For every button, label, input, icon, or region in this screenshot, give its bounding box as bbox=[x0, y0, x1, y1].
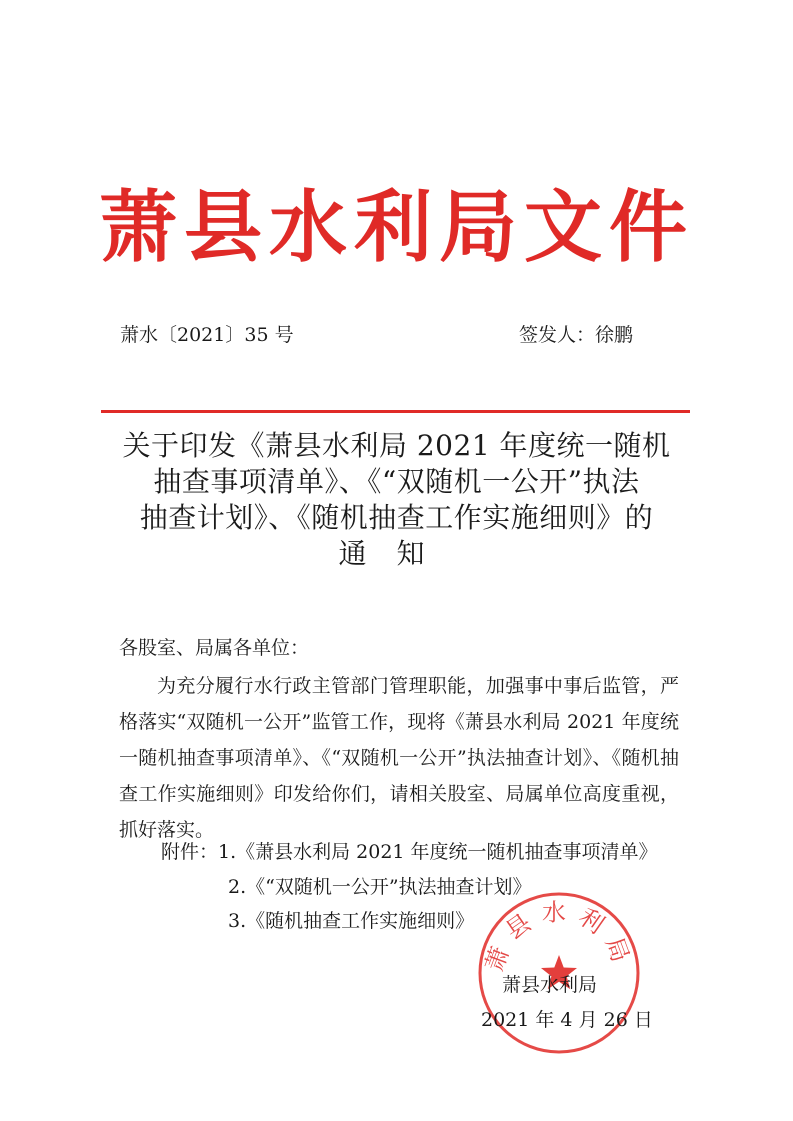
document-title bbox=[100, 428, 693, 572]
title-line-1: 关于印发《萧县水利局 2021 年度统一随机 bbox=[122, 429, 671, 462]
seal-text: 萧县水利局 bbox=[479, 898, 639, 976]
issue-date: 2021 年 4 月 26 日 bbox=[481, 1009, 653, 1031]
title-line-4: 通知 bbox=[338, 537, 455, 570]
title-line-3: 抽查计划》、《随机抽查工作实施细则》的 bbox=[139, 501, 654, 534]
document-masthead: 萧县水利局文件 bbox=[98, 182, 694, 273]
document-number: 萧水〔2021〕35 号 bbox=[120, 324, 294, 346]
signer: 签发人：徐鹏 bbox=[519, 324, 634, 346]
title-line-2: 抽查事项清单》、《“双随机一公开”执法 bbox=[153, 465, 640, 498]
attachment-item-2: 2.《“双随机一公开”执法抽查计划》 bbox=[228, 876, 532, 898]
salutation: 各股室、局属各单位： bbox=[119, 637, 310, 659]
body-paragraph: 为充分履行水行政主管部门管理职能，加强事中事后监管，严格落实“双随机一公开”监管工作，现将《萧县水利局 2021 年度统一随机抽查事项清单》、《“双随机一公开”执法抽查计划》、《随机抽查工作实施细则》印发给你们，请相关股室、局属单位高度重视，抓好落实。 bbox=[119, 675, 679, 841]
attachment-item-3: 3.《随机抽查工作实施细则》 bbox=[228, 910, 475, 932]
issuing-authority: 萧县水利局 bbox=[502, 974, 598, 996]
red-divider-line bbox=[101, 410, 690, 413]
attachment-item-1: 附件：1.《萧县水利局 2021 年度统一随机抽查事项清单》 bbox=[161, 841, 658, 863]
